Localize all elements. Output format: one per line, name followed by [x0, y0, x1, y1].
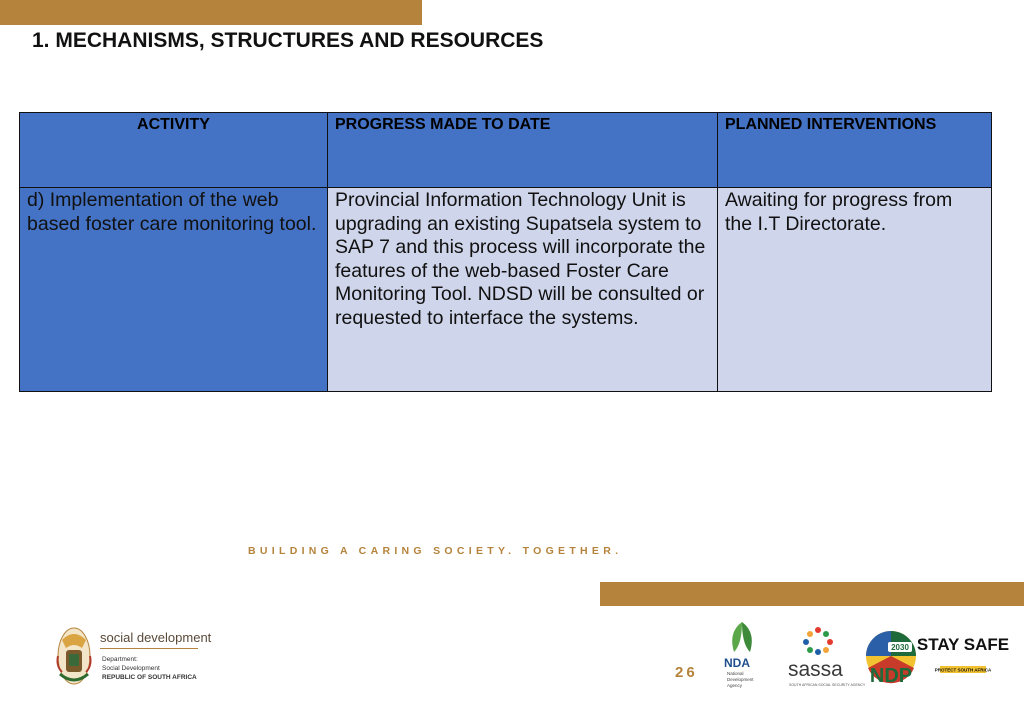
- tagline: BUILDING A CARING SOCIETY. TOGETHER.: [248, 545, 623, 557]
- cell-interventions: Awaiting for progress from the I.T Directorate.: [718, 188, 992, 392]
- cell-activity: d) Implementation of the web based foster care monitoring tool.: [20, 188, 328, 392]
- dept-logo-name: social development: [100, 630, 212, 645]
- sassa-logo-name: sassa: [788, 658, 843, 681]
- dept-logo-line2: Social Development: [102, 665, 160, 672]
- top-accent-bar: [0, 0, 422, 25]
- header-progress: PROGRESS MADE TO DATE: [328, 113, 718, 188]
- slide-title: 1. MECHANISMS, STRUCTURES AND RESOURCES: [32, 29, 544, 52]
- dept-logo-line1: Department:: [102, 656, 138, 663]
- stay-safe-sub: PROTECT SOUTH AFRICA: [934, 667, 992, 673]
- ndp-name: NDP: [869, 665, 913, 687]
- nda-logo-sub2: Development: [727, 677, 754, 682]
- header-activity: ACTIVITY: [20, 113, 328, 188]
- nda-logo-sub3: Agency: [727, 683, 743, 688]
- ndp-year: 2030: [891, 643, 909, 652]
- bottom-accent-bar: [600, 582, 1024, 606]
- dept-logo-line3: REPUBLIC OF SOUTH AFRICA: [102, 674, 197, 681]
- ndp-2030-icon: [864, 628, 918, 688]
- cell-progress: Provincial Information Technology Unit is upgrading an existing Supatsela system to SAP 7 and this process will incorporate the features of the web-based Foster Care Monitoring Tool. NDSD will be consulted or requested to interface the systems.: [328, 188, 718, 392]
- sassa-logo-sub: SOUTH AFRICAN SOCIAL SECURITY AGENCY: [789, 683, 866, 687]
- page-number: 26: [675, 664, 698, 681]
- table-row: [20, 188, 992, 392]
- table-header-row: [20, 113, 992, 188]
- stay-safe-icon: [916, 628, 1010, 690]
- stay-safe-name: STAY SAFE: [916, 635, 1010, 654]
- nda-logo-sub1: National: [727, 671, 744, 676]
- nda-logo-name: NDA: [724, 656, 750, 670]
- dept-logo-rule: [100, 648, 198, 649]
- header-interventions: PLANNED INTERVENTIONS: [718, 113, 992, 188]
- progress-table: [19, 112, 992, 392]
